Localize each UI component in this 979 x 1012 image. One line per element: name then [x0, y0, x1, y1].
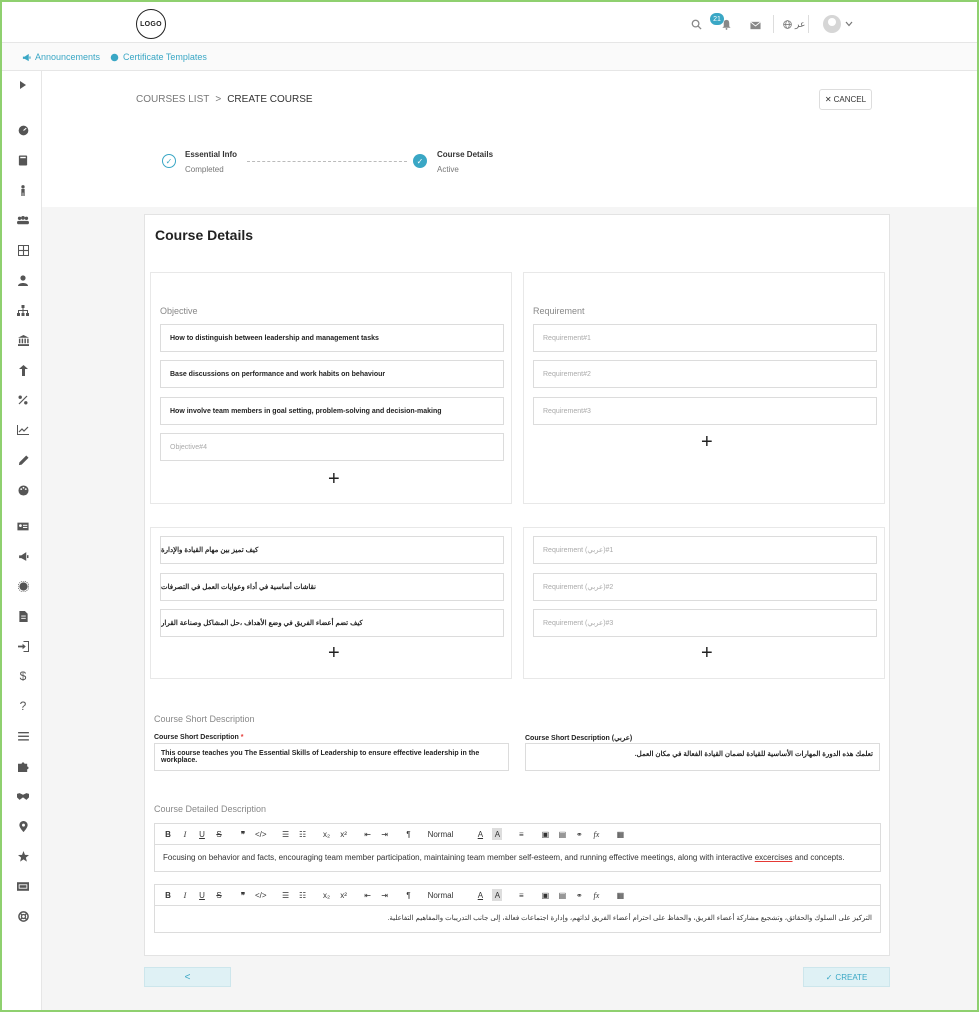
bold-icon[interactable]: B	[165, 890, 171, 900]
step-connector	[247, 161, 407, 162]
handshake-icon[interactable]	[17, 790, 29, 802]
detailed-description-ar-editor	[154, 884, 881, 933]
superscript-icon[interactable]: x²	[340, 829, 347, 839]
image-icon[interactable]: ▣	[541, 890, 550, 900]
puzzle-icon[interactable]	[17, 760, 29, 772]
sub-navigation	[2, 43, 977, 71]
back-button[interactable]	[144, 967, 231, 987]
editor-toolbar	[155, 885, 880, 906]
objective-field-4[interactable]: Objective#4	[160, 433, 504, 461]
indent-icon[interactable]: ⇥	[381, 829, 388, 839]
bullet-list-icon[interactable]: ☷	[298, 829, 307, 839]
objective-field-2[interactable]: Base discussions on performance and work habits on behaviour	[160, 360, 504, 388]
underline-icon[interactable]: U	[199, 890, 205, 900]
star-icon[interactable]	[17, 850, 29, 862]
underline-icon[interactable]: U	[199, 829, 205, 839]
requirement-field-1[interactable]: Requirement#1	[533, 324, 877, 352]
background-color-icon[interactable]: A	[492, 889, 502, 901]
text-color-icon[interactable]: A	[477, 829, 484, 839]
megaphone-icon	[22, 53, 31, 62]
table-icon[interactable]: ▦	[616, 890, 625, 900]
objective-box	[150, 272, 512, 504]
group-icon[interactable]	[17, 214, 29, 226]
ordered-list-icon[interactable]: ☰	[281, 829, 290, 839]
panel-title: Course Details	[155, 227, 254, 243]
objective-field-3[interactable]: How involve team members in goal setting, problem-solving and decision-making	[160, 397, 504, 425]
person-icon[interactable]	[17, 184, 29, 196]
close-icon: ✕	[824, 95, 832, 104]
avatar[interactable]	[823, 15, 841, 33]
add-objective-ar-icon[interactable]: +	[328, 642, 340, 664]
indent-icon[interactable]: ⇥	[381, 890, 388, 900]
background-color-icon[interactable]: A	[492, 828, 502, 840]
formula-icon[interactable]: fx	[593, 890, 600, 900]
strike-icon[interactable]: S	[216, 890, 222, 900]
header-divider	[808, 15, 809, 33]
objective-ar-field-2[interactable]: نقاشات أساسية في أداء وعوايات العمل في التصرفات	[160, 573, 504, 601]
grid-icon[interactable]	[17, 244, 29, 256]
breadcrumb-courses-list[interactable]: COURSES LIST	[136, 94, 210, 105]
required-mark: *	[240, 734, 244, 741]
code-icon[interactable]: </>	[255, 829, 267, 839]
short-description-label-text: Course Short Description	[154, 734, 239, 741]
user-icon[interactable]	[17, 274, 29, 286]
mail-icon[interactable]	[747, 17, 763, 33]
italic-icon[interactable]: I	[183, 829, 187, 839]
lifebuoy-icon[interactable]	[17, 910, 29, 922]
editor-toolbar	[155, 824, 880, 845]
megaphone-icon[interactable]	[17, 550, 29, 562]
short-description-ar-label: Course Short Description (عربي)	[525, 735, 633, 742]
palette-icon[interactable]	[17, 484, 29, 496]
short-description-ar-input[interactable]: تعلمك هذه الدورة المهارات الأساسية للقيادة لضمان القيادة الفعالة في مكان العمل.	[525, 743, 880, 771]
requirement-ar-field-2[interactable]: Requirement (عربي)#2	[533, 573, 877, 601]
id-card-icon[interactable]	[17, 520, 29, 532]
detailed-description-editor	[154, 823, 881, 872]
table-icon[interactable]: ▦	[616, 829, 625, 839]
subnav-label: Certificate Templates	[123, 52, 207, 62]
direction-icon[interactable]: ¶	[406, 890, 411, 900]
subnav-label: Announcements	[35, 52, 101, 62]
breadcrumb	[136, 94, 313, 105]
chevron-down-icon[interactable]	[845, 19, 853, 29]
step-title-course-details[interactable]: Course Details	[437, 150, 494, 159]
check-icon: ✓	[825, 972, 833, 982]
bullet-list-icon[interactable]: ☷	[298, 890, 307, 900]
description-text: Focusing on behavior and facts, encouraging team member participation, maintaining team member self-esteem, and running effective meetings, along with interactive	[163, 853, 755, 862]
ticket-icon[interactable]	[17, 880, 29, 892]
bold-icon[interactable]: B	[165, 829, 171, 839]
description-text-end: and concepts.	[792, 853, 845, 862]
pencil-icon[interactable]	[17, 454, 29, 466]
bank-icon[interactable]	[17, 334, 29, 346]
top-bar	[2, 2, 977, 43]
objective-label: Objective	[160, 306, 198, 316]
upload-icon[interactable]	[17, 364, 29, 376]
expand-icon[interactable]	[17, 79, 29, 91]
format-select[interactable]: Normal	[427, 890, 454, 900]
step-status: Active	[437, 165, 459, 174]
requirement-label: Requirement	[533, 306, 585, 316]
quote-icon[interactable]: ❞	[240, 890, 246, 900]
check-icon: ✓	[162, 154, 176, 168]
link-icon[interactable]: ⚭	[576, 890, 583, 900]
short-description-label	[154, 734, 243, 741]
add-objective-icon[interactable]: +	[328, 468, 340, 490]
cancel-label: CANCEL	[833, 95, 867, 104]
align-icon[interactable]: ≡	[519, 829, 524, 839]
stepper	[162, 150, 522, 180]
image-icon[interactable]: ▣	[541, 829, 550, 839]
dollar-icon[interactable]: $	[19, 669, 27, 683]
language-switch[interactable]	[783, 19, 805, 30]
superscript-icon[interactable]: x²	[340, 890, 347, 900]
code-icon[interactable]: </>	[255, 890, 267, 900]
short-description-section-title: Course Short Description	[154, 714, 255, 724]
chevron-left-icon: <	[184, 971, 191, 983]
requirement-ar-field-3[interactable]: Requirement (عربي)#3	[533, 609, 877, 637]
strike-icon[interactable]: S	[216, 829, 222, 839]
ordered-list-icon[interactable]: ☰	[281, 890, 290, 900]
detailed-description-ar-content[interactable]: التركيز على السلوك والحقائق، وتشجيع مشاركة أعضاء الفريق، والحفاظ على احترام أعضاء الفريق لذاتهم، وإدارة اجتماعات فعالة، إلى جانب التدريبات والمفاهيم التفاعلية.	[387, 915, 872, 922]
objective-field-1[interactable]: How to distinguish between leadership and management tasks	[160, 324, 504, 352]
subnav-certificate-templates[interactable]	[110, 52, 207, 62]
outdent-icon[interactable]: ⇤	[364, 890, 371, 900]
language-label: عر	[795, 19, 806, 29]
outdent-icon[interactable]: ⇤	[364, 829, 371, 839]
objective-ar-box	[150, 527, 512, 679]
text-color-icon[interactable]: A	[477, 890, 484, 900]
video-icon[interactable]: ▤	[558, 890, 567, 900]
help-icon[interactable]: ?	[19, 699, 27, 713]
globe-icon	[783, 20, 792, 29]
search-icon[interactable]	[688, 16, 704, 32]
subscript-icon[interactable]: x₂	[323, 829, 331, 839]
notification-badge: 21	[710, 13, 724, 25]
requirement-field-2[interactable]: Requirement#2	[533, 360, 877, 388]
list-icon[interactable]	[17, 730, 29, 742]
add-requirement-ar-icon[interactable]: +	[701, 642, 713, 664]
requirement-field-3[interactable]: Requirement#3	[533, 397, 877, 425]
align-icon[interactable]: ≡	[519, 890, 524, 900]
step-status: Completed	[185, 165, 224, 174]
objective-ar-field-3[interactable]: كيف تضم أعضاء الفريق في وضع الأهداف ،حل المشاكل وصناعة القرار	[160, 609, 504, 637]
video-icon[interactable]: ▤	[558, 829, 567, 839]
formula-icon[interactable]: fx	[593, 829, 600, 839]
requirement-ar-box	[523, 527, 885, 679]
org-chart-icon[interactable]	[17, 304, 29, 316]
detailed-description-content[interactable]	[155, 845, 880, 871]
header-divider	[773, 15, 774, 33]
document-icon[interactable]	[17, 610, 29, 622]
dashboard-icon[interactable]	[17, 124, 29, 136]
subnav-announcements[interactable]	[22, 52, 100, 62]
requirement-box	[523, 272, 885, 504]
location-icon[interactable]	[17, 820, 29, 832]
logo[interactable]: LOGO	[136, 9, 166, 39]
italic-icon[interactable]: I	[183, 890, 187, 900]
subscript-icon[interactable]: x₂	[323, 890, 331, 900]
login-icon[interactable]	[17, 640, 29, 652]
breadcrumb-current: CREATE COURSE	[227, 94, 313, 105]
quote-icon[interactable]: ❞	[240, 829, 246, 839]
direction-icon[interactable]: ¶	[406, 829, 411, 839]
book-icon[interactable]	[17, 154, 29, 166]
short-description-input[interactable]: This course teaches you The Essential Skills of Leadership to ensure effective leadership in the workplace.	[154, 743, 509, 771]
link-icon[interactable]: ⚭	[576, 829, 583, 839]
chart-icon[interactable]	[17, 424, 29, 436]
add-requirement-icon[interactable]: +	[701, 431, 713, 453]
check-icon: ✓	[413, 154, 427, 168]
objective-ar-field-1[interactable]: كيف تميز بين مهام القيادة والإدارة	[160, 536, 504, 564]
cancel-button[interactable]	[819, 89, 872, 110]
create-button[interactable]	[803, 967, 890, 987]
requirement-ar-field-1[interactable]: Requirement (عربي)#1	[533, 536, 877, 564]
format-select[interactable]: Normal	[427, 829, 454, 839]
create-label: CREATE	[835, 972, 868, 982]
sidebar	[2, 71, 42, 1012]
breadcrumb-separator: >	[215, 94, 222, 105]
badge-icon	[110, 53, 119, 62]
percent-icon[interactable]	[17, 394, 29, 406]
step-title-essential-info[interactable]: Essential Info	[185, 150, 238, 159]
misspelled-word: excercises	[754, 853, 793, 862]
detailed-description-section-title: Course Detailed Description	[154, 804, 267, 814]
badge-icon[interactable]	[17, 580, 29, 592]
